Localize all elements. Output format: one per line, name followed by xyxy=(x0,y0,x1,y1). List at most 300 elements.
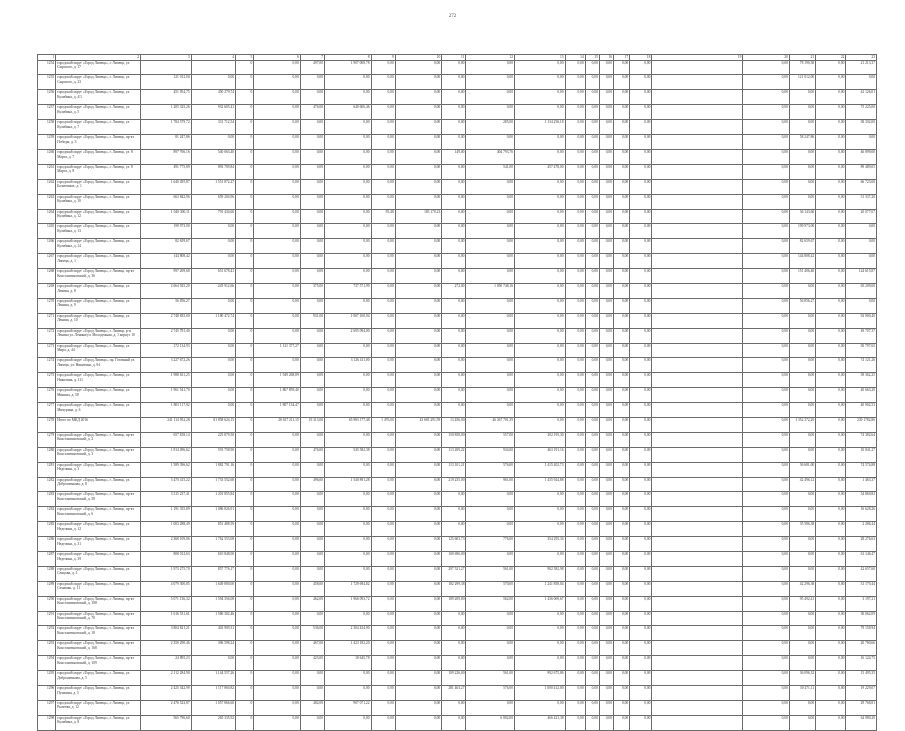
value-cell: 0,00 xyxy=(254,492,300,507)
value-cell: 0,00 xyxy=(191,403,235,418)
address-cell: городской округ «Город Липецк», г. Липецк, ул. Неделина, д. 3 xyxy=(56,462,141,477)
value-cell: 476,00 xyxy=(300,447,324,462)
value-cell: 0 xyxy=(236,328,254,343)
value-cell: 0,00 xyxy=(371,671,395,686)
value-cell: 0,00 xyxy=(599,179,613,194)
value-cell: 0,00 xyxy=(300,179,324,194)
value-cell: 0,00 xyxy=(816,581,846,596)
value-cell: 0,00 xyxy=(442,715,466,730)
value-cell: 0,00 xyxy=(325,269,371,284)
value-cell: 0,00 xyxy=(614,686,630,701)
value-cell: 857 776,17 xyxy=(191,566,235,581)
value-cell: 0,00 xyxy=(371,403,395,418)
value-cell: 0,00 xyxy=(325,343,371,358)
value-cell: 0,00 xyxy=(743,492,789,507)
value-cell: 0,00 xyxy=(191,239,235,254)
value-cell: 3 126 411,00 xyxy=(325,358,371,373)
value-cell: 0 xyxy=(236,358,254,373)
value-cell: 0,00 xyxy=(395,343,441,358)
value-cell: 0,00 xyxy=(565,209,585,224)
value-cell: 0,00 xyxy=(614,60,630,75)
column-number: 3 xyxy=(141,55,192,61)
row-number-cell: 1266 xyxy=(38,239,56,254)
value-cell: 0,00 xyxy=(816,313,846,328)
address-cell: городской округ «Город Липецк», г. Липецк, ул. Неделина, д. 12 xyxy=(56,522,141,537)
value-cell: 0,00 xyxy=(614,328,630,343)
column-number: 14 xyxy=(565,55,585,61)
value-cell: 491 775,89 xyxy=(141,164,192,179)
value-cell: 225 879,50 xyxy=(191,432,235,447)
value-cell: 0,00 xyxy=(599,105,613,120)
value-cell: 0,00 xyxy=(371,149,395,164)
value-cell: 0,00 xyxy=(599,671,613,686)
value-cell: 0,00 xyxy=(325,462,371,477)
value-cell: 0,00 xyxy=(816,611,846,626)
value-cell: 0 xyxy=(236,537,254,552)
value-cell: 992 675,86 xyxy=(515,671,566,686)
row-number-cell: 1262 xyxy=(38,179,56,194)
row-number-cell: 1268 xyxy=(38,269,56,284)
value-cell: 0,00 xyxy=(325,492,371,507)
value-cell: 0,00 xyxy=(300,209,324,224)
value-cell: 0,00 xyxy=(442,179,466,194)
value-cell: 0,00 xyxy=(614,700,630,715)
row-number-cell: 1255 xyxy=(38,75,56,90)
value-cell: 0,00 xyxy=(442,403,466,418)
value-cell: 0,00 xyxy=(599,715,613,730)
value-cell: 0,00 xyxy=(565,358,585,373)
value-cell: 0,00 xyxy=(254,283,300,298)
value-cell: 0,00 xyxy=(743,283,789,298)
value-cell: 651 678,41 xyxy=(191,269,235,284)
value-cell: 0,00 xyxy=(816,656,846,671)
value-cell: 40 663,20 xyxy=(846,388,877,403)
value-cell: 0,00 xyxy=(599,492,613,507)
value-cell: 0,00 xyxy=(254,596,300,611)
value-cell: 808 012,63 xyxy=(141,551,192,566)
value-cell: 0,00 xyxy=(300,164,324,179)
value-cell: 95 492,41 xyxy=(789,596,815,611)
value-cell: 0,00 xyxy=(254,120,300,135)
value-cell: 0,00 xyxy=(630,60,652,75)
value-cell xyxy=(652,209,743,224)
row-number-cell: 1272 xyxy=(38,328,56,343)
value-cell: 1 067 100,94 xyxy=(325,313,371,328)
value-cell: 0,00 xyxy=(630,581,652,596)
value-cell: 0,00 xyxy=(585,641,599,656)
value-cell: 396 598,24 xyxy=(191,641,235,656)
value-cell: 466 421,38 xyxy=(515,715,566,730)
value-cell: 331 712,54 xyxy=(191,120,235,135)
row-number-cell: 1287 xyxy=(38,551,56,566)
value-cell: 0,00 xyxy=(371,551,395,566)
table-row xyxy=(38,447,877,462)
value-cell: 0,00 xyxy=(371,313,395,328)
value-cell: 1 973 275,70 xyxy=(141,566,192,581)
value-cell: 16 124,75 xyxy=(846,656,877,671)
value-cell: 0,00 xyxy=(371,715,395,730)
row-number-cell: 1277 xyxy=(38,403,56,418)
value-cell: 0,00 xyxy=(630,403,652,418)
value-cell: 0,00 xyxy=(565,626,585,641)
table-row xyxy=(38,283,877,298)
column-number: 1 xyxy=(38,55,56,61)
value-cell: 0,00 xyxy=(743,75,789,90)
value-cell: 0,00 xyxy=(442,269,466,284)
value-cell: 0,00 xyxy=(599,686,613,701)
value-cell: 1 463,37 xyxy=(846,477,877,492)
value-cell: 462,00 xyxy=(300,596,324,611)
value-cell: 0,00 xyxy=(442,239,466,254)
value-cell: 0,00 xyxy=(442,358,466,373)
value-cell: 0,00 xyxy=(743,551,789,566)
value-cell: 0,00 xyxy=(191,135,235,150)
value-cell: 0,00 xyxy=(325,686,371,701)
value-cell: 0,00 xyxy=(254,522,300,537)
value-cell: 149,00 xyxy=(442,149,466,164)
value-cell: 961,00 xyxy=(466,477,515,492)
value-cell: 30 062,09 xyxy=(846,611,877,626)
value-cell: 0,00 xyxy=(442,224,466,239)
value-cell: 0,00 xyxy=(466,551,515,566)
value-cell: 1 807 134,47 xyxy=(254,403,300,418)
table-row xyxy=(38,432,877,447)
value-cell: 0,00 xyxy=(300,358,324,373)
value-cell: 0 xyxy=(236,492,254,507)
value-cell: 557,00 xyxy=(466,432,515,447)
table-row xyxy=(38,551,877,566)
value-cell: 0,00 xyxy=(789,656,815,671)
column-number: 5 xyxy=(236,55,254,61)
value-cell xyxy=(652,149,743,164)
value-cell: 0,00 xyxy=(585,283,599,298)
value-cell: 1 003 288,49 xyxy=(141,522,192,537)
value-cell: 0,00 xyxy=(585,700,599,715)
address-cell: городской округ «Город Липецк», г. Липецк, ул. Ленина, д. 8 xyxy=(56,283,141,298)
value-cell: 0,00 xyxy=(395,194,441,209)
value-cell: 0,00 xyxy=(565,686,585,701)
value-cell: 0,00 xyxy=(325,298,371,313)
value-cell: 0,00 xyxy=(565,313,585,328)
address-cell: городской округ «Город Липецк», г. Липецк, ул. Кулибина, д. 5 xyxy=(56,105,141,120)
value-cell: 1 907 008,78 xyxy=(325,60,371,75)
row-number-cell: 1284 xyxy=(38,507,56,522)
value-cell: 0 xyxy=(236,477,254,492)
table-row xyxy=(38,671,877,686)
value-cell: 0,00 xyxy=(585,120,599,135)
value-cell: 0,00 xyxy=(565,522,585,537)
table-row xyxy=(38,239,877,254)
value-cell: 0,00 xyxy=(300,551,324,566)
value-cell xyxy=(652,492,743,507)
value-cell: 0,00 xyxy=(466,298,515,313)
value-cell: 0,00 xyxy=(254,700,300,715)
value-cell: 0,00 xyxy=(395,403,441,418)
value-cell: 49 707,37 xyxy=(846,328,877,343)
value-cell: 0,00 xyxy=(743,626,789,641)
value-cell: 0,00 xyxy=(442,60,466,75)
value-cell: 0,00 xyxy=(565,164,585,179)
value-cell: 182 299,38 xyxy=(442,581,466,596)
row-number-cell: 1263 xyxy=(38,194,56,209)
value-cell xyxy=(652,75,743,90)
value-cell: 0,00 xyxy=(614,254,630,269)
value-cell: 0,00 xyxy=(395,611,441,626)
value-cell: 0,00 xyxy=(599,388,613,403)
value-cell: 0,00 xyxy=(816,522,846,537)
value-cell: 0,00 xyxy=(585,194,599,209)
value-cell: 0,00 xyxy=(585,403,599,418)
value-cell: 0,00 xyxy=(442,328,466,343)
value-cell: 0,00 xyxy=(442,626,466,641)
value-cell: 54 860,82 xyxy=(846,492,877,507)
value-cell: 0,00 xyxy=(371,686,395,701)
value-cell: 0,00 xyxy=(743,417,789,432)
table-row xyxy=(38,120,877,135)
value-cell: 1 180 472,74 xyxy=(191,313,235,328)
value-cell: 0,00 xyxy=(743,581,789,596)
value-cell: 0,00 xyxy=(515,105,566,120)
value-cell: 3 470 415,22 xyxy=(141,477,192,492)
value-cell: 0,00 xyxy=(300,298,324,313)
value-cell: 0,00 xyxy=(614,373,630,388)
value-cell: 20 077,07 xyxy=(846,209,877,224)
table-row xyxy=(38,254,877,269)
value-cell: 0,00 xyxy=(515,328,566,343)
table-row xyxy=(38,358,877,373)
value-cell: 189 209,80 xyxy=(442,596,466,611)
value-cell: 0 xyxy=(236,179,254,194)
value-cell: 0,00 xyxy=(325,75,371,90)
value-cell: 0,00 xyxy=(565,641,585,656)
value-cell: 1 961 541,70 xyxy=(141,388,192,403)
value-cell: 0,00 xyxy=(565,105,585,120)
value-cell: 0,00 xyxy=(816,135,846,150)
value-cell: 0,00 xyxy=(371,343,395,358)
value-cell: 121 012,00 xyxy=(141,75,192,90)
value-cell: 81 858 624,15 xyxy=(191,417,235,432)
value-cell: 0,00 xyxy=(395,551,441,566)
value-cell: 0,00 xyxy=(743,462,789,477)
value-cell: 0,00 xyxy=(515,373,566,388)
value-cell: 0,00 xyxy=(585,417,599,432)
value-cell: 467,00 xyxy=(300,641,324,656)
value-cell: 0,00 xyxy=(515,641,566,656)
value-cell: 58 247,86 xyxy=(789,135,815,150)
value-cell: 0,00 xyxy=(816,224,846,239)
value-cell: 183 170,23 xyxy=(395,209,441,224)
value-cell: 0,00 xyxy=(614,715,630,730)
value-cell: 0,00 xyxy=(816,462,846,477)
value-cell: 0,00 xyxy=(743,149,789,164)
value-cell: 0,00 xyxy=(515,194,566,209)
address-cell: городской округ «Город Липецк», г. Липецк, пр-кт Константиновский, д. 58 xyxy=(56,492,141,507)
value-cell: 0,00 xyxy=(466,90,515,105)
value-cell: 0,00 xyxy=(743,447,789,462)
row-number-cell: 1286 xyxy=(38,537,56,552)
value-cell: 576,00 xyxy=(466,462,515,477)
value-cell: 65 209,00 xyxy=(846,283,877,298)
value-cell: 28 276,63 xyxy=(846,537,877,552)
row-number-cell: 1292 xyxy=(38,626,56,641)
value-cell: 0,00 xyxy=(565,269,585,284)
value-cell: 0,00 xyxy=(254,671,300,686)
value-cell xyxy=(652,254,743,269)
value-cell: 0,00 xyxy=(325,507,371,522)
value-cell: 0,00 xyxy=(816,492,846,507)
value-cell: 0,00 xyxy=(442,522,466,537)
value-cell: 50 797,65 xyxy=(846,343,877,358)
value-cell: 663 842,96 xyxy=(141,194,192,209)
column-number: 18 xyxy=(630,55,652,61)
value-cell: 36 096,32 xyxy=(789,671,815,686)
value-cell: 451 954,75 xyxy=(141,90,192,105)
value-cell: 89 489,05 xyxy=(846,164,877,179)
value-cell: 0,00 xyxy=(599,596,613,611)
value-cell xyxy=(652,343,743,358)
table-row xyxy=(38,75,877,90)
table-row xyxy=(38,566,877,581)
value-cell: 74 382,64 xyxy=(846,432,877,447)
value-cell: 0,00 xyxy=(599,373,613,388)
value-cell: 20 780,66 xyxy=(846,641,877,656)
value-cell: 0,00 xyxy=(789,343,815,358)
value-cell: 0,00 xyxy=(395,432,441,447)
value-cell: 0,00 xyxy=(515,135,566,150)
value-cell: 0,00 xyxy=(515,507,566,522)
value-cell: 0,00 xyxy=(191,298,235,313)
value-cell: 65 983 177,48 xyxy=(325,417,371,432)
value-cell: 0,00 xyxy=(395,700,441,715)
value-cell: 0,00 xyxy=(846,298,877,313)
value-cell: 3 227 672,26 xyxy=(141,358,192,373)
value-cell: 0,00 xyxy=(630,343,652,358)
value-cell: 82 659,67 xyxy=(789,239,815,254)
value-cell: 0,00 xyxy=(565,656,585,671)
value-cell: 1 594 356,08 xyxy=(191,596,235,611)
value-cell: 1 988 631,25 xyxy=(141,373,192,388)
row-number-cell: 1295 xyxy=(38,671,56,686)
value-cell: 124 615,87 xyxy=(846,269,877,284)
value-cell: 0,00 xyxy=(442,388,466,403)
value-cell: 0,00 xyxy=(565,447,585,462)
value-cell: 0,00 xyxy=(630,537,652,552)
row-number-cell: 1259 xyxy=(38,135,56,150)
value-cell: 0,00 xyxy=(371,581,395,596)
value-cell: 0,00 xyxy=(585,596,599,611)
value-cell: 0,00 xyxy=(630,596,652,611)
value-cell: 0,00 xyxy=(395,269,441,284)
value-cell: 0,00 xyxy=(371,164,395,179)
value-cell xyxy=(652,269,743,284)
value-cell: 109 226,00 xyxy=(442,671,466,686)
value-cell: 0 xyxy=(236,239,254,254)
value-cell: 0,00 xyxy=(565,611,585,626)
value-cell: 0,00 xyxy=(743,298,789,313)
value-cell: 0,00 xyxy=(565,224,585,239)
address-cell: городской округ «Город Липецк», г. Липецк, пр-кт Константиновский, д. 3 xyxy=(56,447,141,462)
value-cell: 0,00 xyxy=(614,403,630,418)
value-cell: 0,00 xyxy=(325,611,371,626)
value-cell: 0,00 xyxy=(816,447,846,462)
value-cell: 1 476,00 xyxy=(371,417,395,432)
value-cell: 0,00 xyxy=(300,328,324,343)
value-cell: 0,00 xyxy=(630,298,652,313)
value-cell: 0,00 xyxy=(743,611,789,626)
value-cell: 0,00 xyxy=(515,239,566,254)
value-cell: 851 488,59 xyxy=(191,522,235,537)
value-cell: 0,00 xyxy=(466,313,515,328)
value-cell: 0,00 xyxy=(614,596,630,611)
value-cell: 0,00 xyxy=(585,626,599,641)
value-cell: 0,00 xyxy=(300,715,324,730)
value-cell: 0,00 xyxy=(254,75,300,90)
value-cell: 0,00 xyxy=(442,164,466,179)
table-row xyxy=(38,298,877,313)
value-cell: 0,00 xyxy=(466,492,515,507)
address-cell: городской округ «Город Липецк», г. Липецк, ул. Доброшенкова, д. 8 xyxy=(56,477,141,492)
value-cell: 0,00 xyxy=(565,581,585,596)
value-cell: 0,00 xyxy=(816,700,846,715)
address-cell: городской округ «Город Липецк», г. Липецк, ул. Кулибина, д. 12 xyxy=(56,209,141,224)
value-cell: 0,00 xyxy=(371,447,395,462)
value-cell: 0,00 xyxy=(816,164,846,179)
value-cell: 0,00 xyxy=(371,224,395,239)
value-cell: 0,00 xyxy=(614,566,630,581)
value-cell: 0,00 xyxy=(630,477,652,492)
value-cell: 0,00 xyxy=(599,626,613,641)
value-cell: 0,00 xyxy=(325,715,371,730)
value-cell: 0,00 xyxy=(630,432,652,447)
value-cell: 1 241 858,04 xyxy=(515,581,566,596)
value-cell: 0,00 xyxy=(816,328,846,343)
value-cell: 0,00 xyxy=(565,462,585,477)
value-cell: 0,00 xyxy=(585,671,599,686)
value-cell: 0,00 xyxy=(442,209,466,224)
value-cell: 0,00 xyxy=(565,700,585,715)
value-cell: 0 xyxy=(236,596,254,611)
table-row xyxy=(38,194,877,209)
address-cell: городской округ «Город Липецк», г. Липецк, пр-кт Константиновский, д. 70 xyxy=(56,611,141,626)
value-cell: 0 xyxy=(236,313,254,328)
value-cell: 78 190,38 xyxy=(789,60,815,75)
value-cell: 0,00 xyxy=(515,298,566,313)
value-cell: 0 xyxy=(236,626,254,641)
value-cell: 0,00 xyxy=(585,343,599,358)
value-cell: 0,00 xyxy=(789,313,815,328)
value-cell: 0,00 xyxy=(371,641,395,656)
value-cell xyxy=(652,105,743,120)
value-cell: 0,00 xyxy=(599,358,613,373)
value-cell: 0,00 xyxy=(325,224,371,239)
table-row xyxy=(38,626,877,641)
value-cell: 1 803 117,92 xyxy=(141,403,192,418)
value-cell: 0,00 xyxy=(599,507,613,522)
value-cell: 0,00 xyxy=(254,626,300,641)
value-cell: 0,00 xyxy=(371,492,395,507)
value-cell: 0,00 xyxy=(371,60,395,75)
column-number: 9 xyxy=(371,55,395,61)
value-cell: 0,00 xyxy=(816,641,846,656)
value-cell: 403 909,31 xyxy=(191,626,235,641)
value-cell: 0,00 xyxy=(395,60,441,75)
value-cell: 0,00 xyxy=(254,507,300,522)
value-cell: 0,00 xyxy=(614,224,630,239)
value-cell: 932 605,41 xyxy=(191,105,235,120)
value-cell: 0,00 xyxy=(816,269,846,284)
value-cell: 0,00 xyxy=(585,179,599,194)
value-cell: 0,00 xyxy=(515,269,566,284)
